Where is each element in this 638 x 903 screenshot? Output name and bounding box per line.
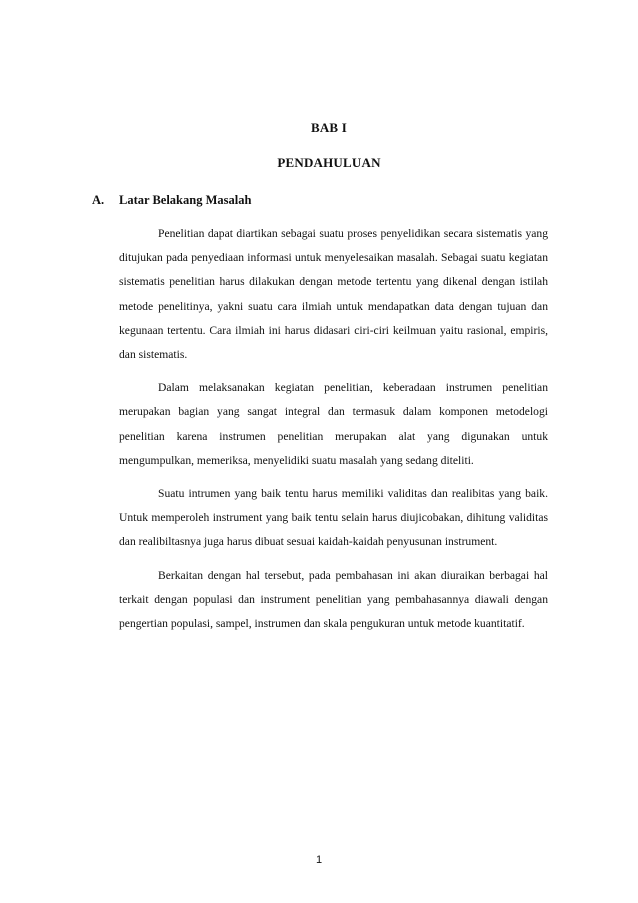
paragraph-3: Suatu intrumen yang baik tentu harus memiliki validitas dan realibitas yang baik. Untuk memperoleh instrument yang baik tentu selain harus diujicobakan, dihitung validitas dan realibiltasnya juga harus dibuat sesuai kaidah-kaidah penyusunan instrument.: [119, 487, 548, 549]
section-title: Latar Belakang Masalah: [119, 193, 252, 207]
paragraph-1: Penelitian dapat diartikan sebagai suatu proses penyelidikan secara sistematis yang ditujukan pada penyediaan informasi untuk menyelesaikan masalah. Sebagai suatu kegiatan sistematis penelitian harus dilakukan dengan metode tertentu yang dikenal dengan istilah metode penelitinya, yakni suatu cara ilmiah untuk mendapatkan data dengan tujuan dan kegunaan tertentu. Cara ilmiah ini harus didasari ciri-ciri keilmuan yaitu rasional, empiris, dan sistematis.: [119, 227, 548, 362]
paragraph-2: Dalam melaksanakan kegiatan penelitian, keberadaan instrumen penelitian merupakan bagian yang sangat integral dan termasuk dalam komponen metodelogi penelitian karena instrumen penelitian merupakan alat yang digunakan untuk mengumpulkan, memeriksa, menyelidiki suatu masalah yang sedang diteliti.: [119, 381, 548, 467]
page-number: 1: [315, 854, 323, 866]
chapter-title: PENDAHULUAN: [277, 155, 381, 170]
section-letter: A.: [92, 193, 105, 207]
paragraph-4: Berkaitan dengan hal tersebut, pada pembahasan ini akan diuraikan berbagai hal terkait dengan populasi dan instrument penelitian yang pembahasannya diawali dengan pengertian populasi, sampel, instrumen dan skala pengukuran untuk metode kuantitatif.: [119, 568, 548, 631]
section-heading: [92, 193, 251, 208]
chapter-number: BAB I: [310, 120, 348, 135]
body-text: [119, 222, 548, 645]
